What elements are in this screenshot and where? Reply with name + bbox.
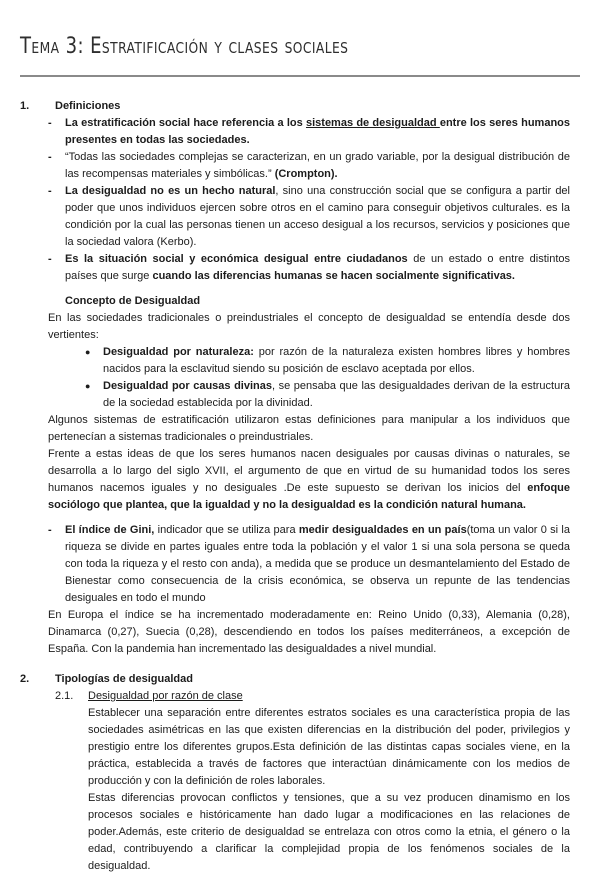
dash-marker: -	[48, 151, 52, 163]
bullet-marker: ●	[85, 347, 91, 357]
bullet-text: “Todas las sociedades complejas se caracterizan, en un grado variable, por la desigual distribución de las recompensas materiales y simbólicas.” (Crompton).	[65, 151, 570, 180]
title-divider	[20, 75, 580, 77]
dash-marker: -	[48, 185, 52, 197]
bullet-text: La estratificación social hace referencia a los sistemas de desigualdad entre los seres humanos presentes en todas las sociedades.	[65, 117, 570, 146]
page-title: Tema 3: Estratificación y clases sociales	[20, 34, 349, 59]
definition-bullet-estratificacion	[48, 115, 570, 149]
paragraph-clase-1: Establecer una separación entre diferentes estratos sociales es una característica propia de las sociedades asimétricas en las que existen diferencias en la distribución del poder, privilegios y prestigio entre los diferentes grupos.Esta definición de las distintas capas sociales viene, en la práctica, establecida a través de factores que interactúan dinámicamente con los medios de producción y con la definición de roles laborales.	[88, 707, 570, 787]
bullet-text: Desigualdad por causas divinas, se pensaba que las desigualdades derivan de la estructura de la sociedad establecida por la divinidad.	[103, 380, 570, 409]
definition-bullet-kerbo	[48, 183, 570, 251]
dash-marker: -	[48, 117, 52, 129]
gini-bullet	[48, 522, 570, 607]
dash-marker: -	[48, 524, 52, 536]
section-title: Definiciones	[55, 100, 121, 112]
subsection-number: 2.1.	[55, 690, 74, 702]
bullet-text: El índice de Gini, indicador que se utiliza para medir desigualdades en un país(toma un valor 0 si la riqueza se divide en partes iguales entre toda la población y el valor 1 si una sola persona se queda con toda la riqueza y el resto con anda), a medida que se produce un desmantelamiento del Estado de Bienestar como consecuencia de la crisis económica, se observa un repunte de las tendencias desiguales en todo el mundo	[65, 524, 570, 604]
bullet-marker: ●	[85, 381, 91, 391]
subsection-2-1-heading	[55, 688, 570, 705]
section-1-heading	[20, 98, 570, 115]
concept-bullet-naturaleza	[85, 344, 570, 378]
section-title: Tipologías de desigualdad	[55, 673, 193, 685]
paragraph-frente-ideas: Frente a estas ideas de que los seres humanos nacen desiguales por causas divinas o naturales, se desarrolla a lo largo del siglo XVII, el argumento de que en virtud de su humanidad todos los seres humanos nacemos iguales y no desiguales .De este supuesto se derivan los inicios del enfoque sociólogo que plantea, que la igualdad y no la desigualdad es la condición natural humana.	[48, 448, 570, 511]
concept-bullet-divinas	[85, 378, 570, 412]
paragraph-algunos-sistemas: Algunos sistemas de estratificación utilizaron estas definiciones para manipular a los individuos que pertenecían a sistemas tradicionales o preindustriales.	[48, 414, 570, 443]
paragraph-europa: En Europa el índice se ha incrementado moderadamente en: Reino Unido (0,33), Alemania (0,28), Dinamarca (0,27), Suecia (0,28), descendiendo en todos los países mediterráneos, a excepción de España. Con la pandemia han incrementado las desigualdades a nivel mundial.	[48, 609, 570, 655]
section-number: 1.	[20, 100, 30, 112]
bullet-text: Es la situación social y económica desigual entre ciudadanos de un estado o entre distintos países que surge cuando las diferencias humanas se hacen socialmente significativas.	[65, 253, 570, 282]
paragraph-clase-2: Estas diferencias provocan conflictos y tensiones, que a su vez producen dinamismo en los procesos sociales e históricamente han dado lugar a modificaciones en las relaciones de poder.Además, este criterio de desigualdad se entrelaza con otros como la etnia, el género o la edad, contribuyendo a clarificar la complejidad propia de los fenómenos sociales de la desigualdad.	[88, 792, 570, 872]
bullet-text: Desigualdad por naturaleza: por razón de la naturaleza existen hombres libres y hombres nacidos para la esclavitud siendo su posición de esclavo aceptada por ellos.	[103, 346, 571, 375]
dash-marker: -	[48, 253, 52, 265]
section-2-heading	[20, 671, 570, 688]
bullet-text: La desigualdad no es un hecho natural, sino una construcción social que se configura a partir del poder que unos individuos ejercen sobre otros en el camino para conseguir objetivos culturales. es la condición por la cual las personas tienen un acceso desigual a los recursos, servicios y posiciones que la sociedad valora (Kerbo).	[65, 185, 570, 248]
subsection-title: Desigualdad por razón de clase	[88, 690, 243, 702]
concept-heading: Concepto de Desigualdad	[65, 295, 201, 307]
section-number: 2.	[20, 673, 30, 685]
definition-bullet-crompton	[48, 149, 570, 183]
concept-intro: En las sociedades tradicionales o preindustriales el concepto de desigualdad se entendía desde dos vertientes:	[48, 312, 570, 341]
definition-bullet-situacion	[48, 251, 570, 285]
